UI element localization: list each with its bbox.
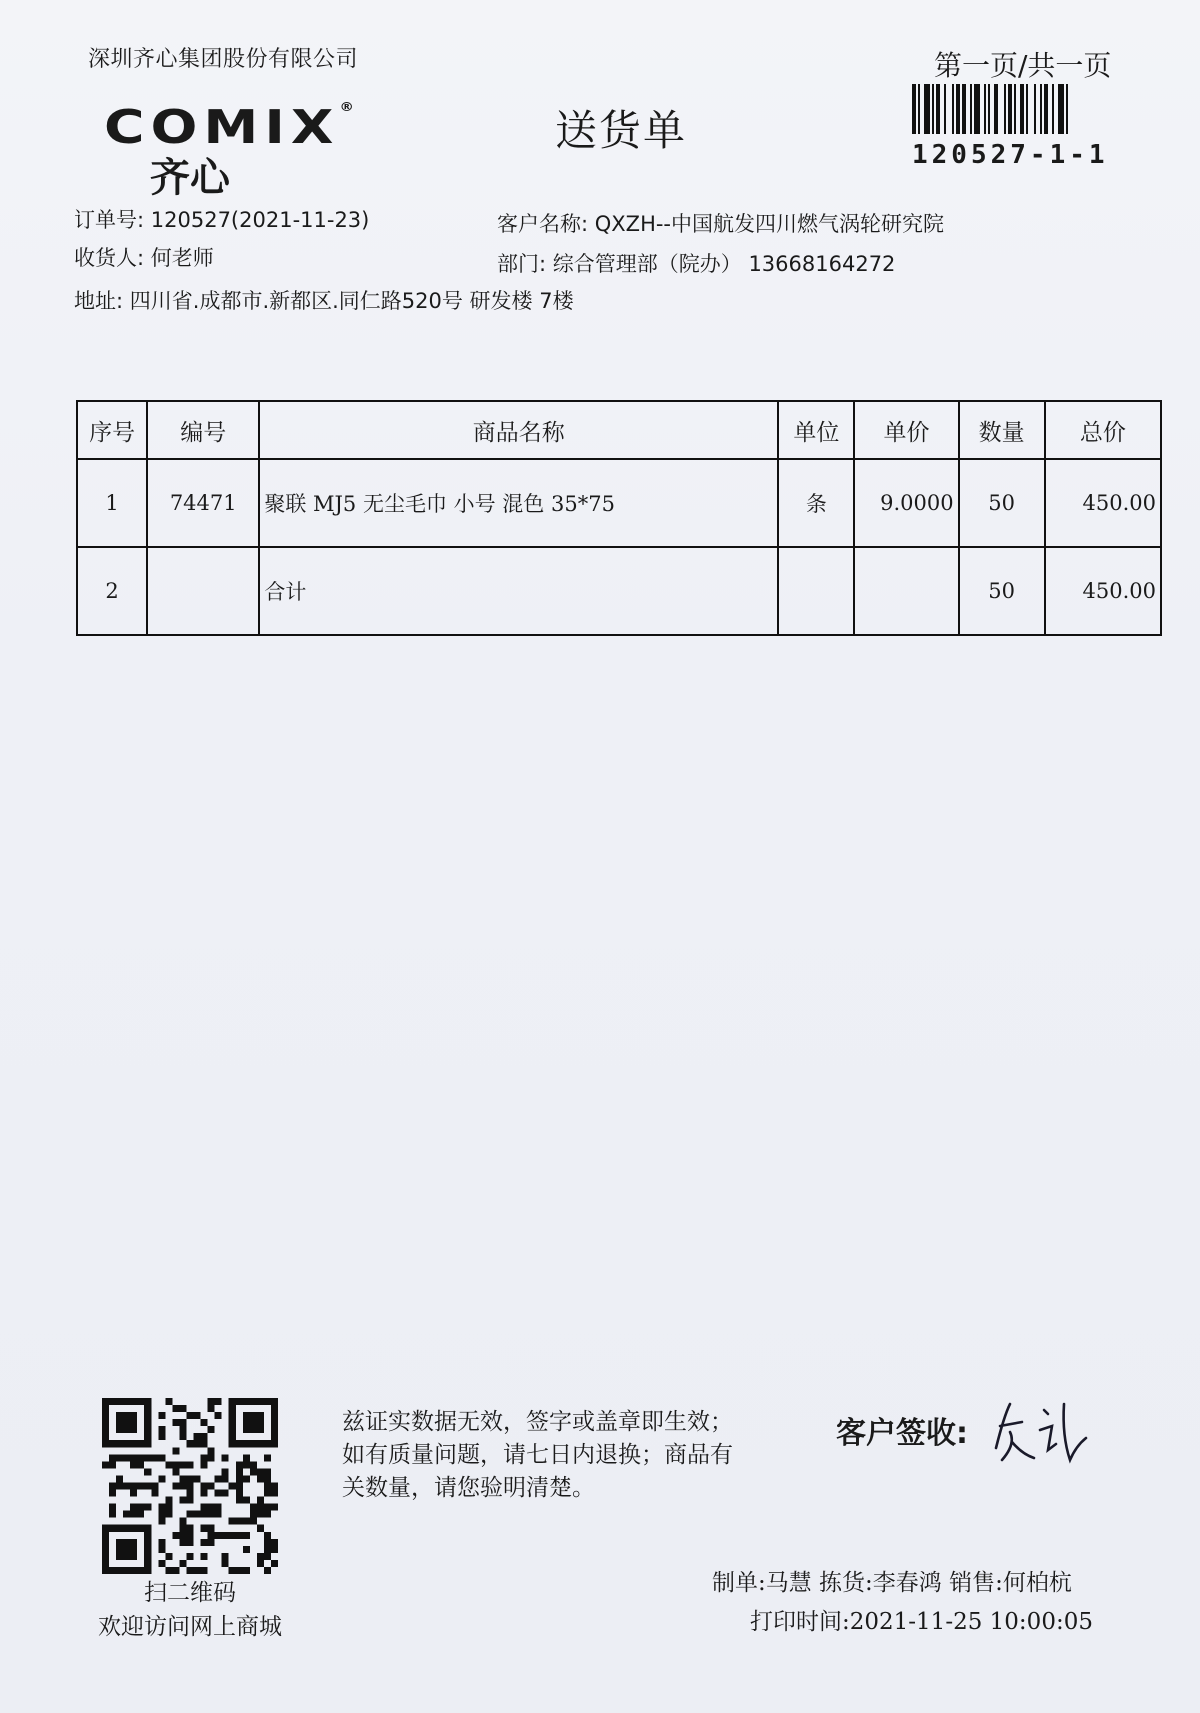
barcode-number: 120527-1-1 bbox=[912, 140, 1109, 170]
print-time: 打印时间:2021-11-25 10:00:05 bbox=[750, 1609, 1093, 1635]
cell-code bbox=[147, 547, 259, 635]
customer-sign-label: 客户签收: bbox=[836, 1416, 968, 1451]
page-info: 第一页/共一页 bbox=[934, 49, 1112, 82]
cell-unit-price bbox=[854, 547, 958, 635]
company-name: 深圳齐心集团股份有限公司 bbox=[88, 47, 359, 72]
cell-index: 2 bbox=[77, 547, 147, 635]
table-row bbox=[77, 459, 1161, 547]
cell-unit bbox=[778, 547, 854, 635]
notice-text: 兹证实数据无效，签字或盖章即生效；如有质量问题，请七日内退换；商品有关数量，请您验明清楚。 bbox=[342, 1409, 733, 1501]
header-unit: 单位 bbox=[778, 401, 854, 459]
department: 部门: 综合管理部（院办） 13668164272 bbox=[497, 252, 896, 276]
qr-caption: 扫二维码 欢迎访问网上商城 bbox=[98, 1580, 282, 1640]
comix-logo: COMIX® 齐心 bbox=[104, 100, 360, 201]
header-quantity: 数量 bbox=[959, 401, 1045, 459]
document-title: 送货单 bbox=[555, 106, 688, 155]
cell-product-name: 聚联 MJ5 无尘毛巾 小号 混色 35*75 bbox=[259, 459, 778, 547]
cell-unit-price: 9.0000 bbox=[854, 459, 958, 547]
table-header-row bbox=[77, 401, 1161, 459]
header-unit-price: 单价 bbox=[854, 401, 958, 459]
receiver: 收货人: 何老师 bbox=[74, 246, 214, 270]
cell-index: 1 bbox=[77, 459, 147, 547]
qr-code-icon[interactable] bbox=[102, 1398, 278, 1574]
header-code: 编号 bbox=[147, 401, 259, 459]
header-total: 总价 bbox=[1045, 401, 1161, 459]
header-product-name: 商品名称 bbox=[259, 401, 778, 459]
cell-quantity: 50 bbox=[959, 547, 1045, 635]
staff-info: 制单:马慧 拣货:李春鸿 销售:何柏杭 bbox=[712, 1570, 1072, 1596]
order-number: 订单号: 120527(2021-11-23) bbox=[74, 208, 370, 232]
logo-en: COMIX bbox=[104, 100, 340, 154]
cell-quantity: 50 bbox=[959, 459, 1045, 547]
cell-code: 74471 bbox=[147, 459, 259, 547]
address: 地址: 四川省.成都市.新都区.同仁路520号 研发楼 7楼 bbox=[74, 289, 574, 313]
logo-cn: 齐心 bbox=[150, 155, 230, 201]
cell-total: 450.00 bbox=[1045, 547, 1161, 635]
cell-unit: 条 bbox=[778, 459, 854, 547]
signature-icon bbox=[990, 1396, 1090, 1468]
items-table bbox=[76, 400, 1162, 636]
header-index: 序号 bbox=[77, 401, 147, 459]
customer-name: 客户名称: QXZH--中国航发四川燃气涡轮研究院 bbox=[497, 212, 945, 236]
cell-total: 450.00 bbox=[1045, 459, 1161, 547]
cell-product-name: 合计 bbox=[259, 547, 778, 635]
barcode-icon bbox=[912, 84, 1122, 134]
table-row bbox=[77, 547, 1161, 635]
